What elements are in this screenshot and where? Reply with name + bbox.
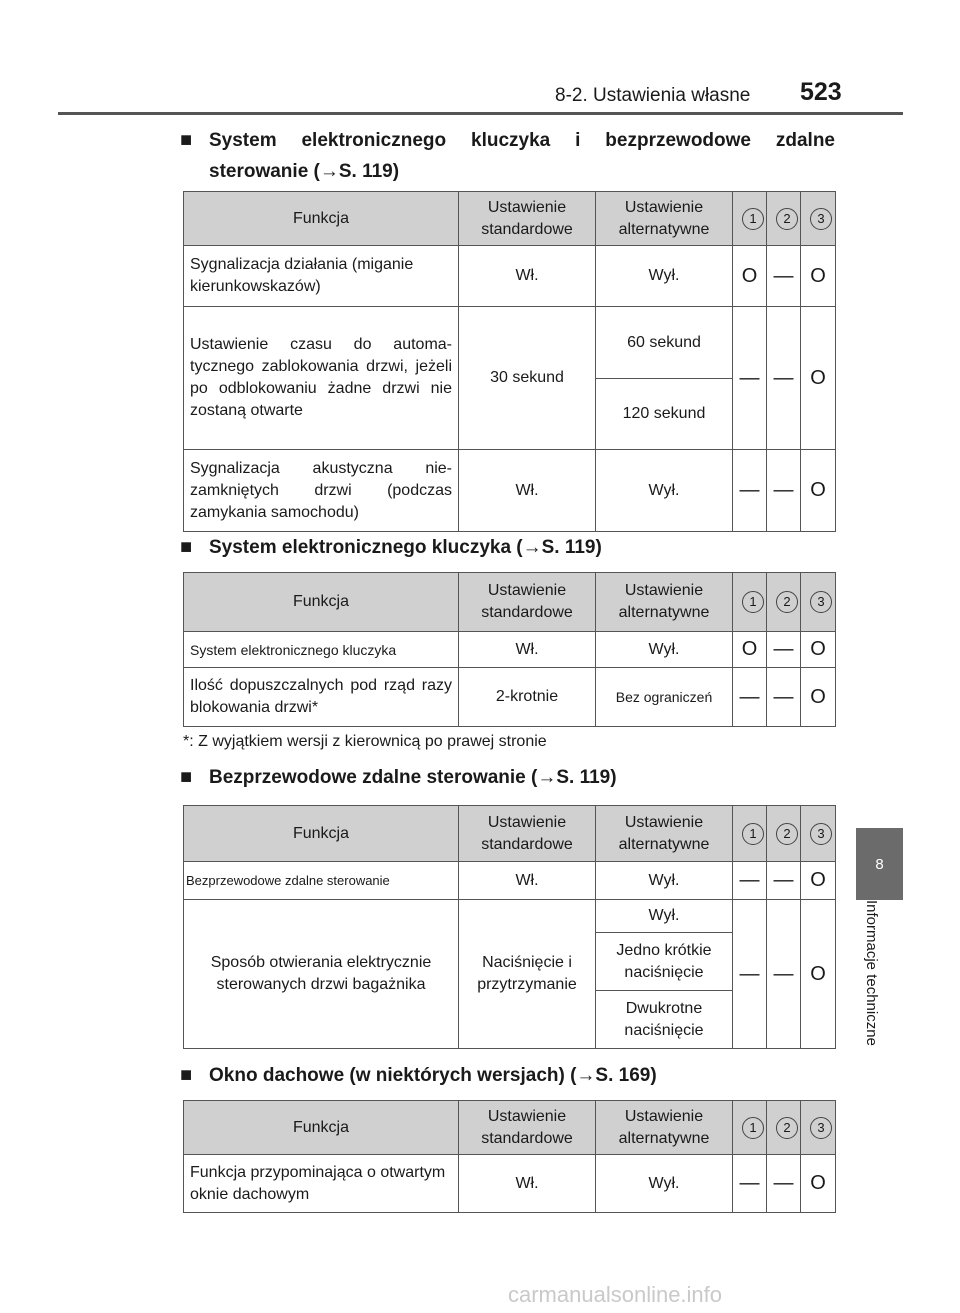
col-header-1 [733, 806, 767, 862]
cell-funkcja: Funkcja przypominająca o otwartym oknie dachowym [184, 1155, 459, 1213]
cell-alt: Wył. [596, 1155, 733, 1213]
cell-funkcja: System elektronicznego kluczyka [184, 632, 459, 668]
cell-mark-3: O [801, 862, 836, 900]
cell-mark-1: — [733, 1155, 767, 1213]
table-header-row [184, 1101, 836, 1155]
cell-std: Wł. [459, 1155, 596, 1213]
cell-funkcja: Ilość dopuszczalnych pod rząd razy blokowania drzwi* [184, 668, 459, 727]
cell-alt: Wył. [596, 900, 733, 933]
cell-funkcja: Bezprzewodowe zdalne sterowanie [184, 862, 459, 900]
cell-std: Wł. [459, 632, 596, 668]
col-header-funkcja: Funkcja [184, 1101, 459, 1155]
col-header-1 [733, 1101, 767, 1155]
col-header-1 [733, 573, 767, 632]
col-header-2 [767, 806, 801, 862]
cell-mark-2: — [767, 1155, 801, 1213]
cell-alt: 120 sekund [596, 379, 733, 450]
cell-mark-1: — [733, 668, 767, 727]
cell-mark-3: O [801, 246, 836, 307]
square-bullet-icon: ■ [180, 766, 193, 788]
section-heading-3: ■ Bezprzewodowe zdalne sterowanie (→S. 119) [183, 762, 617, 793]
cell-mark-1: — [733, 900, 767, 1049]
circled-3-icon: 3 [810, 208, 832, 230]
circled-2-icon: 2 [776, 208, 798, 230]
circled-2-icon: 2 [776, 1117, 798, 1139]
col-header-funkcja: Funkcja [184, 806, 459, 862]
col-header-alt: Ustawienie alternatywne [596, 192, 733, 246]
cell-mark-1: — [733, 307, 767, 450]
chapter-tab-number: 8 [856, 828, 903, 900]
cell-mark-3: O [801, 632, 836, 668]
cell-mark-3: O [801, 307, 836, 450]
cell-mark-2: — [767, 900, 801, 1049]
circled-1-icon: 1 [742, 591, 764, 613]
circled-2-icon: 2 [776, 823, 798, 845]
cell-mark-3: O [801, 450, 836, 532]
col-header-funkcja: Funkcja [184, 192, 459, 246]
cell-mark-3: O [801, 900, 836, 1049]
page-number: 523 [800, 78, 842, 106]
watermark: carmanualsonline.info [508, 1282, 723, 1307]
table-row [184, 307, 836, 379]
cell-std: 30 sekund [459, 307, 596, 450]
col-header-alt: Ustawienie alternatywne [596, 573, 733, 632]
cell-mark-2: — [767, 307, 801, 450]
table-row [184, 668, 836, 727]
circled-3-icon: 3 [810, 1117, 832, 1139]
square-bullet-icon: ■ [180, 1064, 193, 1086]
cell-mark-3: O [801, 1155, 836, 1213]
chapter-tab-label: Informacje techniczne [863, 900, 880, 1046]
table-row [184, 450, 836, 532]
circled-2-icon: 2 [776, 591, 798, 613]
cell-std: Wł. [459, 450, 596, 532]
table-row [184, 900, 836, 933]
table-header-row [184, 192, 836, 246]
cell-std: 2-krotnie [459, 668, 596, 727]
cell-mark-2: — [767, 668, 801, 727]
col-header-alt: Ustawienie alternatywne [596, 806, 733, 862]
cell-mark-3: O [801, 668, 836, 727]
col-header-3 [801, 192, 836, 246]
section-heading-1: ■ System elektronicznego kluczyka i bezprzewodowe zdalne sterowanie (→S. 119) [183, 125, 835, 187]
cell-funkcja: Ustawienie czasu do automa- tycznego zablokowania drzwi, jeżeli po odblokowaniu żadne drzwi nie zostaną otwarte [184, 307, 459, 450]
cell-alt: Jedno krótkie naciśnięcie [596, 933, 733, 991]
table-row [184, 246, 836, 307]
col-header-3 [801, 806, 836, 862]
col-header-std: Ustawienie standardowe [459, 1101, 596, 1155]
table-row [184, 862, 836, 900]
col-header-1 [733, 192, 767, 246]
settings-table-4 [183, 1100, 836, 1213]
col-header-2 [767, 1101, 801, 1155]
cell-alt: Wył. [596, 862, 733, 900]
header-rule [58, 112, 903, 115]
section-heading-4: ■ Okno dachowe (w niektórych wersjach) (→S. 169) [183, 1060, 657, 1091]
circled-3-icon: 3 [810, 591, 832, 613]
cell-alt: Wył. [596, 632, 733, 668]
footnote: *: Z wyjątkiem wersji z kierownicą po prawej stronie [183, 733, 547, 750]
cell-alt: 60 sekund [596, 307, 733, 379]
cell-funkcja: Sposób otwierania elektrycznie sterowanych drzwi bagażnika [184, 900, 459, 1049]
circled-1-icon: 1 [742, 208, 764, 230]
table-header-row [184, 573, 836, 632]
cell-alt: Bez ograniczeń [596, 668, 733, 727]
settings-table-2 [183, 572, 836, 727]
square-bullet-icon: ■ [180, 129, 193, 151]
cell-mark-2: — [767, 862, 801, 900]
page-header-section: 8-2. Ustawienia własne [555, 85, 751, 106]
cell-mark-1: O [733, 246, 767, 307]
table-row [184, 1155, 836, 1213]
cell-std: Wł. [459, 862, 596, 900]
col-header-2 [767, 573, 801, 632]
cell-mark-1: — [733, 862, 767, 900]
col-header-3 [801, 573, 836, 632]
cell-alt: Wył. [596, 246, 733, 307]
cell-alt: Wył. [596, 450, 733, 532]
cell-funkcja: Sygnalizacja akustyczna nie- zamkniętych drzwi (podczas zamykania samochodu) [184, 450, 459, 532]
table-row [184, 632, 836, 668]
circled-1-icon: 1 [742, 823, 764, 845]
col-header-alt: Ustawienie alternatywne [596, 1101, 733, 1155]
cell-funkcja: Sygnalizacja działania (miganie kierunkowskazów) [184, 246, 459, 307]
cell-mark-2: — [767, 632, 801, 668]
settings-table-3 [183, 805, 836, 1049]
section-heading-2: ■ System elektronicznego kluczyka (→S. 119) [183, 532, 602, 563]
cell-mark-1: O [733, 632, 767, 668]
table-header-row [184, 806, 836, 862]
col-header-2 [767, 192, 801, 246]
square-bullet-icon: ■ [180, 536, 193, 558]
settings-table-1 [183, 191, 836, 532]
col-header-std: Ustawienie standardowe [459, 806, 596, 862]
cell-alt: Dwukrotne naciśnięcie [596, 991, 733, 1049]
cell-std: Wł. [459, 246, 596, 307]
col-header-funkcja: Funkcja [184, 573, 459, 632]
col-header-3 [801, 1101, 836, 1155]
cell-mark-1: — [733, 450, 767, 532]
cell-std: Naciśnięcie i przytrzymanie [459, 900, 596, 1049]
col-header-std: Ustawienie standardowe [459, 192, 596, 246]
cell-mark-2: — [767, 450, 801, 532]
cell-mark-2: — [767, 246, 801, 307]
circled-1-icon: 1 [742, 1117, 764, 1139]
circled-3-icon: 3 [810, 823, 832, 845]
col-header-std: Ustawienie standardowe [459, 573, 596, 632]
